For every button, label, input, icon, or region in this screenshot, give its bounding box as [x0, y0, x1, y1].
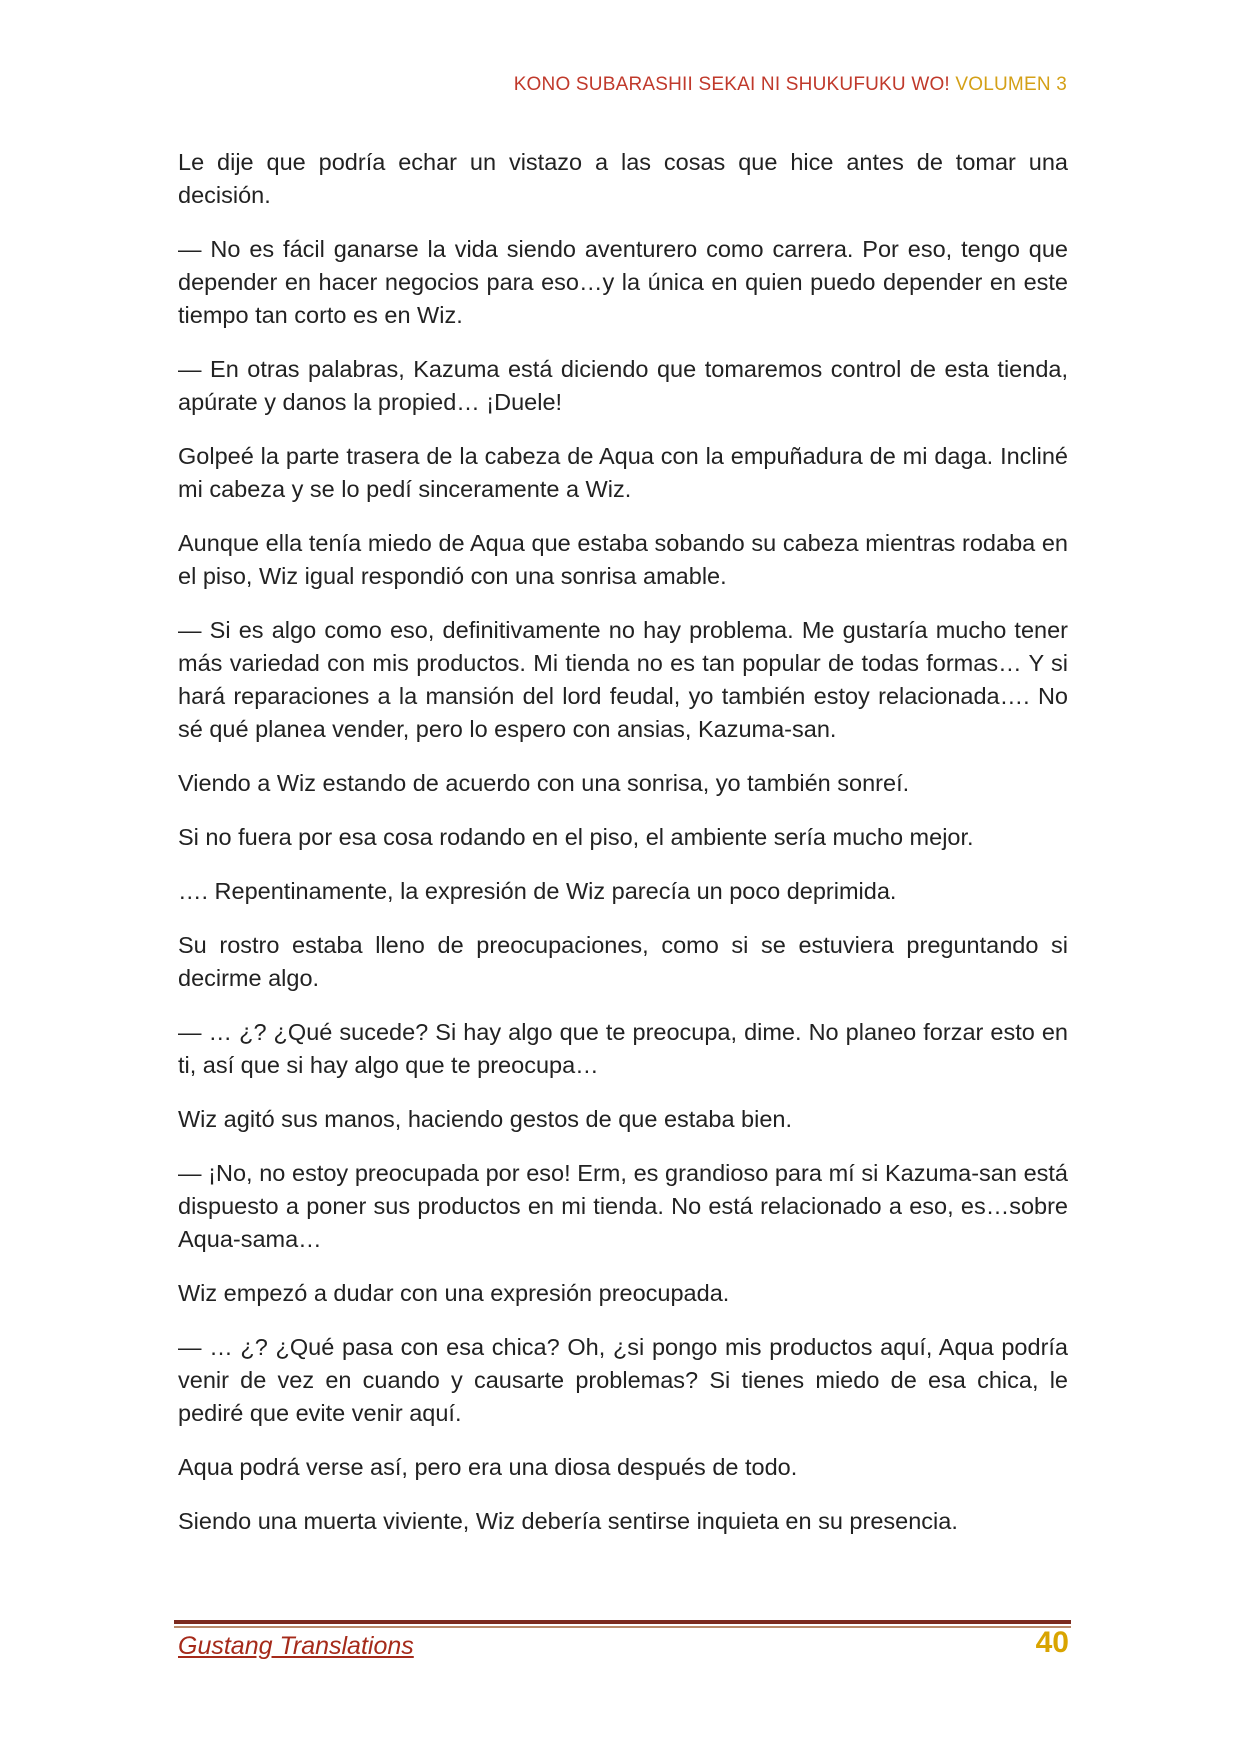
- paragraph: Su rostro estaba lleno de preocupaciones, como si se estuviera preguntando si decirme algo.: [178, 932, 1068, 991]
- footer-credit: Gustang Translations: [178, 1632, 414, 1660]
- page-body: [178, 146, 1068, 1559]
- footer-rule: [174, 1620, 1071, 1628]
- paragraph: — ¡No, no estoy preocupada por eso! Erm, es grandioso para mí si Kazuma-san está dispuesto a poner sus productos en mi tienda. No está relacionado a eso, es…sobre Aqua-sama…: [178, 1160, 1068, 1252]
- page-number: 40: [1035, 1626, 1069, 1659]
- paragraph: Viendo a Wiz estando de acuerdo con una sonrisa, yo también sonreí.: [178, 770, 910, 796]
- paragraph: Si no fuera por esa cosa rodando en el piso, el ambiente sería mucho mejor.: [178, 824, 974, 850]
- footer-rule-thick: [174, 1620, 1071, 1624]
- paragraph: Wiz empezó a dudar con una expresión preocupada.: [178, 1280, 730, 1306]
- paragraph: Siendo una muerta viviente, Wiz debería sentirse inquieta en su presencia.: [178, 1508, 958, 1534]
- paragraph: Le dije que podría echar un vistazo a las cosas que hice antes de tomar una decisión.: [178, 149, 1068, 208]
- paragraph: …. Repentinamente, la expresión de Wiz parecía un poco deprimida.: [178, 878, 897, 904]
- paragraph: — … ¿? ¿Qué pasa con esa chica? Oh, ¿si pongo mis productos aquí, Aqua podría venir de vez en cuando y causarte problemas? Si tienes miedo de esa chica, le pediré que evite venir aquí.: [178, 1334, 1068, 1426]
- paragraph: Aunque ella tenía miedo de Aqua que estaba sobando su cabeza mientras rodaba en el piso, Wiz igual respondió con una sonrisa amable.: [178, 530, 1068, 589]
- paragraph: Wiz agitó sus manos, haciendo gestos de que estaba bien.: [178, 1106, 792, 1132]
- paragraph: — No es fácil ganarse la vida siendo aventurero como carrera. Por eso, tengo que depender en hacer negocios para eso…y la única en quien puedo depender en este tiempo tan corto es en Wiz.: [178, 236, 1068, 328]
- paragraph: — Si es algo como eso, definitivamente no hay problema. Me gustaría mucho tener más variedad con mis productos. Mi tienda no es tan popular de todas formas… Y si hará reparaciones a la mansión del lord feudal, yo también estoy relacionada…. No sé qué planea vender, pero lo espero con ansias, Kazuma-san.: [178, 617, 1068, 742]
- header-series-title: KONO SUBARASHII SEKAI NI SHUKUFUKU WO!: [513, 74, 956, 95]
- header-volume: VOLUMEN 3: [955, 74, 1067, 95]
- paragraph: — En otras palabras, Kazuma está diciendo que tomaremos control de esta tienda, apúrate y danos la propied… ¡Duele!: [178, 356, 1068, 415]
- running-header: [178, 74, 1067, 96]
- paragraph: Aqua podrá verse así, pero era una diosa después de todo.: [178, 1454, 798, 1480]
- paragraph: — … ¿? ¿Qué sucede? Si hay algo que te preocupa, dime. No planeo forzar esto en ti, así que si hay algo que te preocupa…: [178, 1019, 1068, 1078]
- footer-rule-thin: [174, 1626, 1071, 1628]
- paragraph: Golpeé la parte trasera de la cabeza de Aqua con la empuñadura de mi daga. Incliné mi cabeza y se lo pedí sinceramente a Wiz.: [178, 443, 1068, 502]
